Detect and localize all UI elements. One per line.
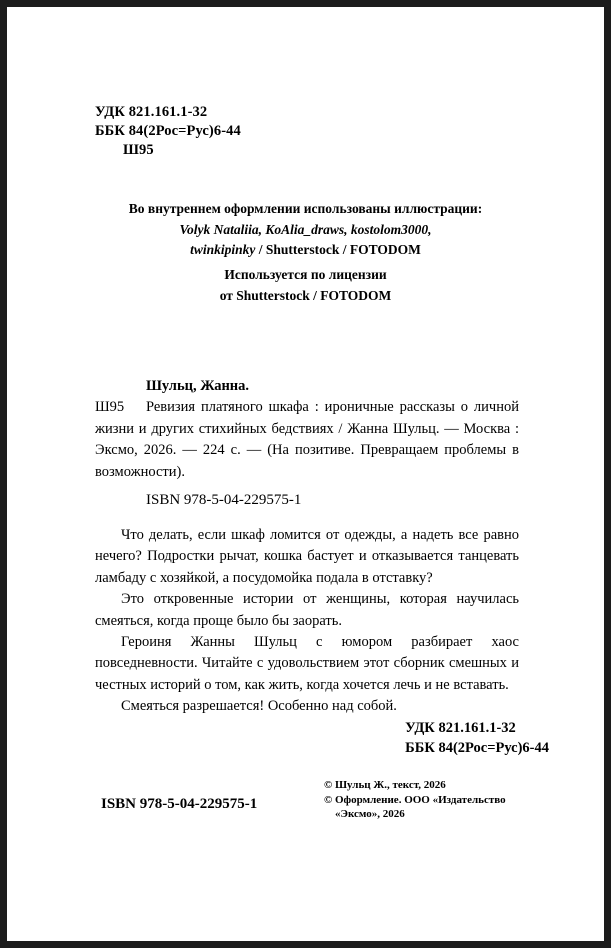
annotation-paragraph-2: Это откровенные истории от женщины, которая научилась смеяться, когда проще было бы заорать. bbox=[95, 591, 519, 629]
annotation-paragraph-4: Смеяться разрешается! Особенно над собой. bbox=[121, 698, 397, 715]
bibliographic-description bbox=[95, 376, 519, 511]
credits-artists-line-2 bbox=[7, 240, 604, 261]
bbk-code-bottom: ББК 84(2Рос=Рус)6-44 bbox=[405, 739, 549, 756]
copyright-text-line: © Шульц Ж., текст, 2026 bbox=[324, 779, 446, 791]
biblio-author: Шульц, Жанна. bbox=[146, 378, 250, 394]
illustration-credits bbox=[7, 199, 604, 261]
shelf-mark-top: Ш95 bbox=[123, 142, 154, 158]
copyright-design-line: © Оформление. ООО «Издательство bbox=[324, 793, 506, 806]
license-statement bbox=[7, 265, 604, 306]
copyright-notice bbox=[324, 778, 554, 822]
bbk-code-top: ББК 84(2Рос=Рус)6-44 bbox=[95, 123, 241, 139]
annotation-paragraph-3: Героиня Жанны Шульц с юмором разбирает хаос повседневности. Читайте с удовольствием этот сборник смешных и честных историй о том, как жить, когда хочется лечь и не вставать. bbox=[95, 634, 519, 693]
isbn-biblio: ISBN 978-5-04-229575-1 bbox=[146, 492, 302, 509]
credits-artist-twinkipinky: twinkipinky bbox=[190, 242, 256, 257]
credits-agencies: / Shutterstock / FOTODOM bbox=[255, 242, 421, 257]
udk-code-top: УДК 821.161.1-32 bbox=[95, 104, 208, 120]
credits-artists-line-1: Volyk Nataliia, KoAlia_draws, kostolom3000, bbox=[179, 221, 432, 237]
classification-codes-bottom bbox=[405, 719, 549, 758]
isbn-bottom: ISBN 978-5-04-229575-1 bbox=[101, 796, 258, 812]
biblio-body bbox=[95, 397, 519, 483]
copyright-publisher-line: «Эксмо», 2026 bbox=[335, 808, 405, 820]
biblio-description-text: Ревизия платяного шкафа : ироничные рассказы о личной жизни и других стихийных бедствиях / Жанна Шульц. — Москва : Эксмо, 2026. — 224 с. — (На позитиве. Превращаем проблемы в возможности). bbox=[95, 399, 519, 480]
book-copyright-page bbox=[7, 7, 604, 941]
license-line-2: от Shutterstock / FOTODOM bbox=[219, 287, 392, 303]
udk-code-bottom: УДК 821.161.1-32 bbox=[405, 720, 516, 736]
license-line-1: Используется по лицензии bbox=[224, 267, 387, 282]
credits-heading: Во внутреннем оформлении использованы иллюстрации: bbox=[128, 201, 483, 216]
shelf-mark-biblio: Ш95 bbox=[95, 399, 125, 416]
annotation-paragraph-1: Что делать, если шкаф ломится от одежды, а надеть все равно нечего? Подростки рычат, кошка бастует и отказывается танцевать ламбаду с хозяйкой, а посудомойка подала в отставку? bbox=[95, 527, 519, 586]
book-annotation bbox=[95, 525, 519, 718]
classification-codes-top bbox=[95, 103, 241, 160]
